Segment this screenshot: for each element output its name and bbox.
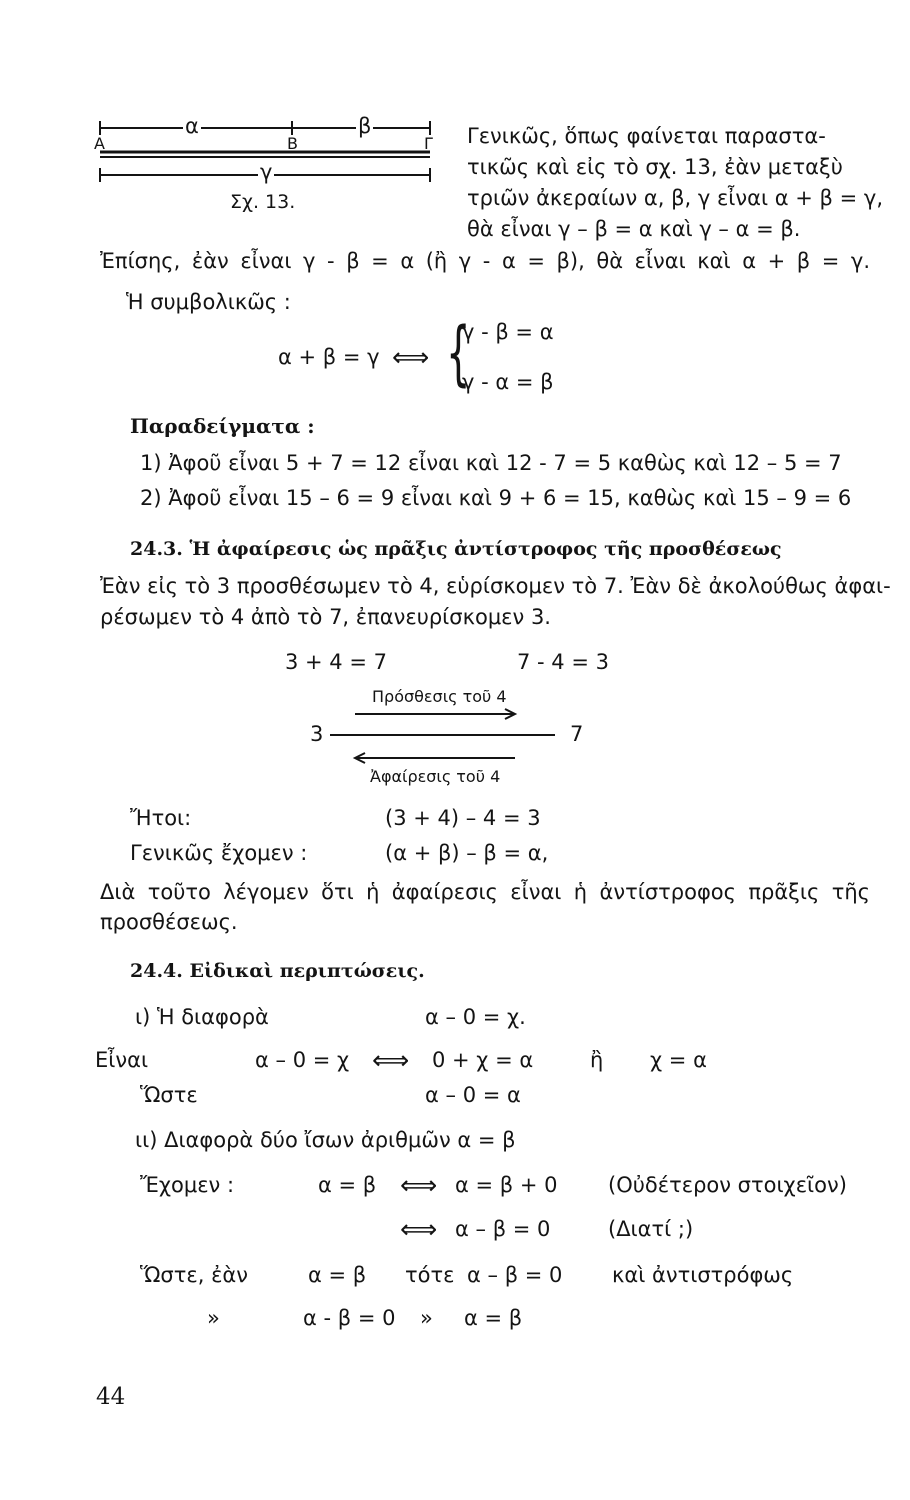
exomen-eq-3: α – β = 0 (455, 1217, 551, 1241)
symbolic-eq-2: γ - α = β (462, 370, 554, 394)
section-244-heading: 24.4. Εἰδικαὶ περιπτώσεις. (130, 960, 425, 982)
eq-addition: 3 + 4 = 7 (285, 650, 387, 674)
section-243-heading: 24.3. Ἡ ἀφαίρεσις ὡς πρᾶξις ἀντίστροφος τῆς προσθέσεως (130, 538, 782, 560)
einai-label: Εἶναι (95, 1048, 149, 1072)
example-1: 1) Ἀφοῦ εἶναι 5 + 7 = 12 εἶναι καὶ 12 - 7 = 5 καθὼς καὶ 12 – 5 = 7 (140, 451, 842, 475)
diagram-bottom-label: Ἀφαίρεσις τοῦ 4 (370, 767, 501, 786)
case-ii-label: ιι) Διαφορὰ δύο ἴσων ἀριθμῶν α = β (135, 1128, 516, 1152)
einai-eq-1: α – 0 = χ (255, 1048, 350, 1072)
eq-subtraction: 7 - 4 = 3 (517, 650, 609, 674)
diagram-left-value: 3 (310, 722, 324, 746)
diagram-right-value: 7 (570, 722, 584, 746)
diagram-top-label: Πρόσθεσις τοῦ 4 (372, 687, 507, 706)
ditto-mark-2: » (420, 1306, 433, 1330)
einai-eq-3: χ = α (650, 1048, 707, 1072)
section-243-p1-line-1: Ἐὰν εἰς τὸ 3 προσθέσωμεν τὸ 4, εὑρίσκομεν τὸ 7. Ἐὰν δὲ ἀκολούθως ἀφαι- (100, 574, 891, 598)
figure-caption: Σχ. 13. (230, 191, 296, 213)
segment-label-gamma: γ (260, 160, 273, 184)
intro-line-4: θὰ εἶναι γ – β = α καὶ γ – α = β. (467, 217, 801, 241)
gen-eq: (α + β) – β = α, (385, 841, 549, 865)
exomen-label: Ἔχομεν : (140, 1173, 235, 1197)
case-i-label: ι) Ἡ διαφορὰ (135, 1005, 269, 1029)
exomen-eq-1: α = β (318, 1173, 377, 1197)
symbolic-equivalence-arrow: ⟺ (392, 343, 430, 373)
case-i-eq: α – 0 = χ. (425, 1005, 526, 1029)
last-eq-2: α = β (464, 1306, 523, 1330)
exomen-eq-2: α = β + 0 (455, 1173, 558, 1197)
exomen-arrow-2: ⟺ (400, 1215, 438, 1245)
oste2-label: Ὥστε, ἐὰν (140, 1263, 248, 1287)
gen-label: Γενικῶς ἔχομεν : (130, 841, 308, 865)
point-label-g: Γ (424, 134, 433, 153)
point-label-a: A (94, 134, 105, 153)
oste-eq: α – 0 = α (425, 1083, 521, 1107)
ditto-mark-1: » (207, 1306, 220, 1330)
neutral-element-note: (Οὐδέτερον στοιχεῖον) (608, 1173, 847, 1197)
symbolic-label: Ἡ συμβολικῶς : (126, 290, 291, 314)
einai-arrow: ⟺ (372, 1046, 410, 1076)
last-eq-1: α - β = 0 (303, 1306, 396, 1330)
intro-line-5: Ἐπίσης, ἐὰν εἶναι γ - β = α (ἢ γ - α = β), θὰ εἶναι καὶ α + β = γ. (100, 249, 870, 273)
symbolic-eq-1: γ - β = α (462, 320, 554, 344)
exomen-arrow-1: ⟺ (400, 1171, 438, 1201)
segment-label-alpha: α (185, 114, 199, 138)
itoi-eq: (3 + 4) – 4 = 3 (385, 806, 541, 830)
why-note: (Διατί ;) (608, 1217, 694, 1241)
conclusion-line-2: προσθέσεως. (100, 910, 238, 934)
section-243-p1-line-2: ρέσωμεν τὸ 4 ἀπὸ τὸ 7, ἐπανευρίσκομεν 3. (100, 605, 551, 629)
or-word: ἢ (590, 1048, 604, 1072)
segment-label-beta: β (358, 114, 372, 138)
intro-line-2: τικῶς καὶ εἰς τὸ σχ. 13, ἐὰν μεταξὺ (467, 155, 843, 179)
symbolic-lhs: α + β = γ (278, 345, 380, 369)
oste2-eq-2: α – β = 0 (467, 1263, 563, 1287)
oste-label: Ὥστε (140, 1083, 198, 1107)
intro-line-3: τριῶν ἀκεραίων α, β, γ εἶναι α + β = γ, (467, 186, 884, 210)
symbolic-brace: { (446, 312, 471, 394)
conclusion-line-1: Διὰ τοῦτο λέγομεν ὅτι ἡ ἀφαίρεσις εἶναι ἡ ἀντίστροφος πρᾶξις τῆς (100, 880, 870, 904)
point-label-b: B (287, 134, 298, 153)
examples-title: Παραδείγματα : (130, 414, 315, 438)
tote-word: τότε (405, 1263, 455, 1287)
page-number: 44 (96, 1384, 126, 1410)
intro-line-1: Γενικῶς, ὅπως φαίνεται παραστα- (467, 124, 826, 148)
example-2: 2) Ἀφοῦ εἶναι 15 – 6 = 9 εἶναι καὶ 9 + 6 = 15, καθὼς καὶ 15 – 9 = 6 (140, 486, 852, 510)
conversely-text: καὶ ἀντιστρόφως (612, 1263, 794, 1287)
itoi-label: Ἤτοι: (130, 806, 192, 830)
einai-eq-2: 0 + χ = α (432, 1048, 534, 1072)
oste2-eq-1: α = β (308, 1263, 367, 1287)
